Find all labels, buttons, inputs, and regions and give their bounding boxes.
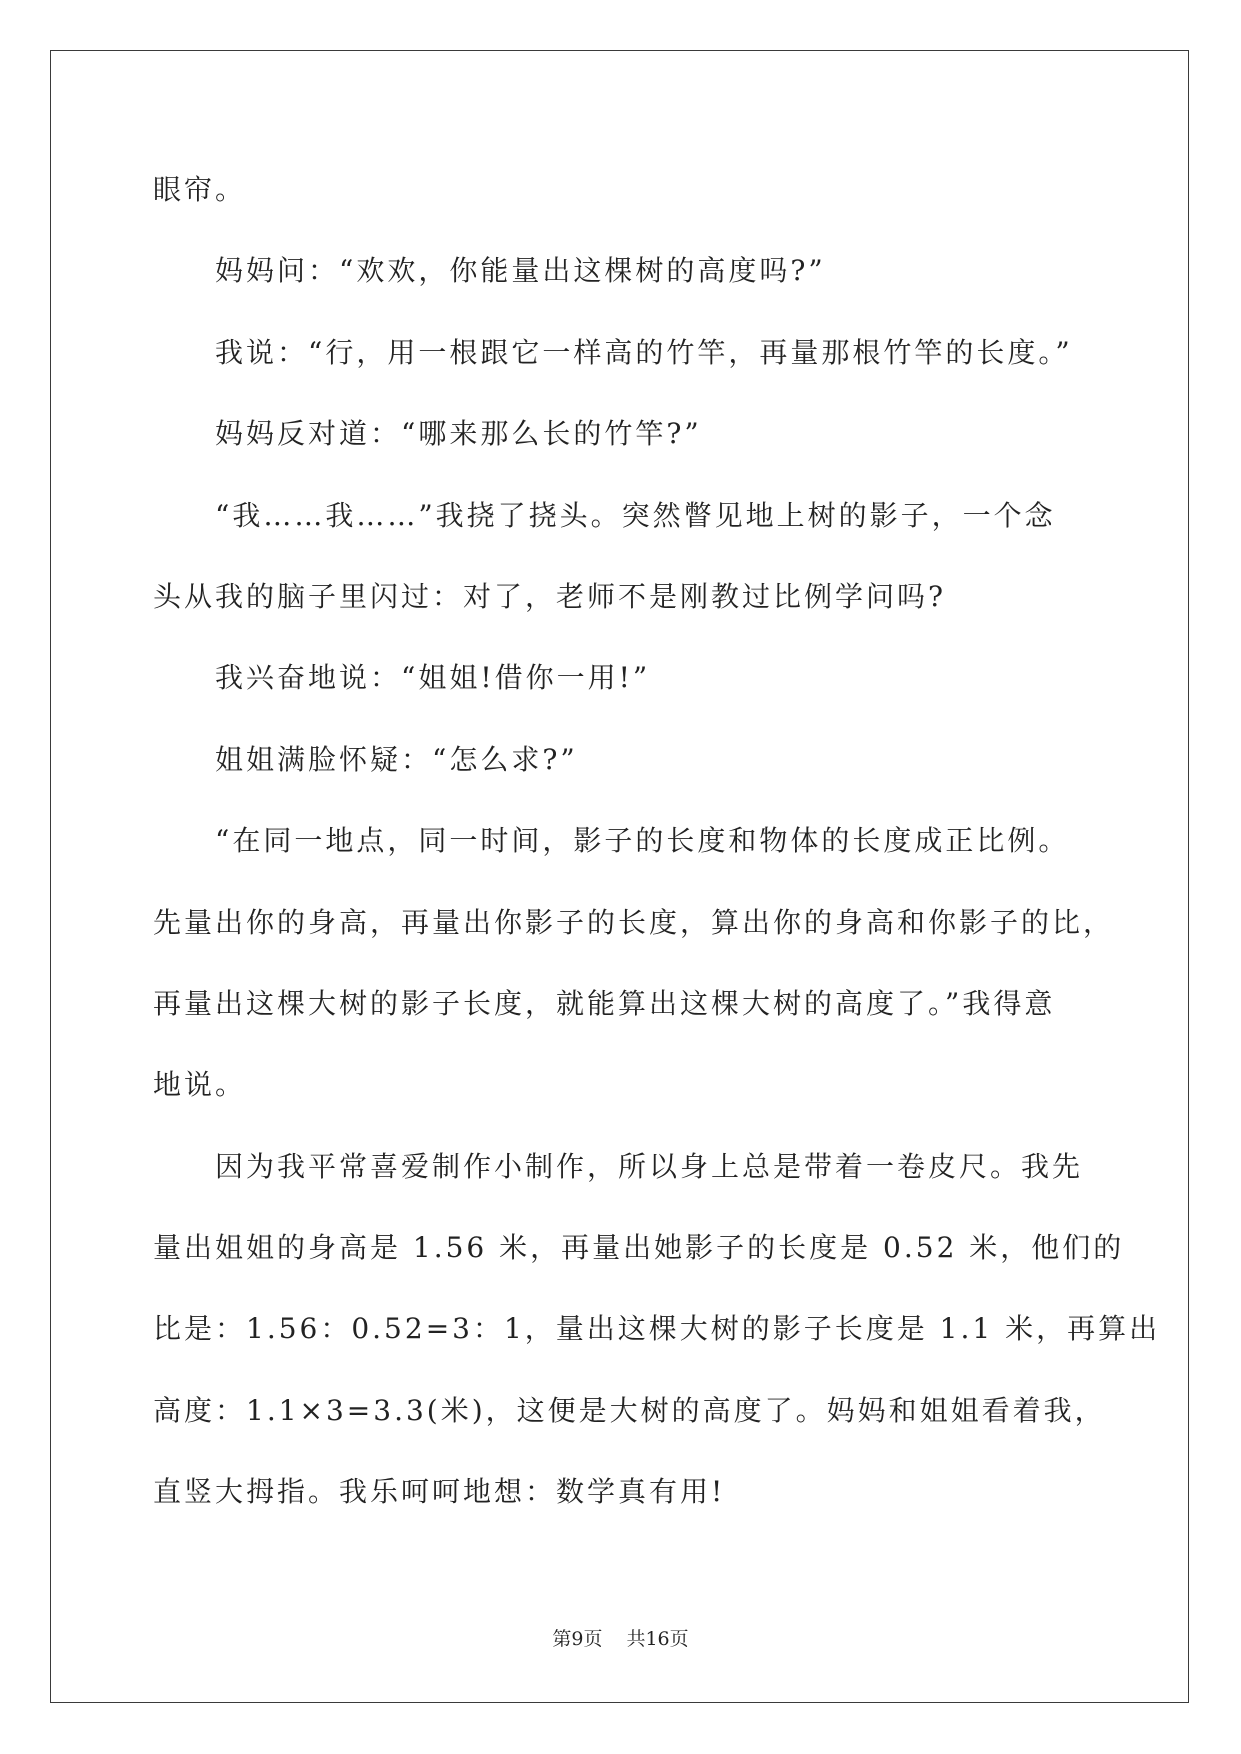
paragraph (153, 637, 1153, 718)
current-page-number: 第9页 (552, 1628, 603, 1650)
paragraph (153, 393, 1153, 474)
text-line: 先量出你的身高，再量出你影子的长度，算出你的身高和你影子的比， (153, 905, 1115, 939)
paragraph (153, 149, 1153, 230)
document-body (153, 149, 1161, 1533)
text-line: 妈妈反对道：“哪来那么长的竹竿?” (215, 417, 702, 451)
paragraph (153, 800, 1153, 1126)
text-line: 再量出这棵大树的影子长度，就能算出这棵大树的高度了。”我得意 (153, 986, 1056, 1020)
paragraph (153, 1126, 1161, 1533)
text-line: 我说：“行，用一根跟它一样高的竹竿，再量那根竹竿的长度。” (215, 335, 1073, 369)
paragraph (153, 312, 1153, 393)
text-line: 姐姐满脸怀疑：“怎么求?” (215, 742, 578, 776)
page-footer (0, 1626, 1241, 1652)
text-line: 地说。 (153, 1068, 247, 1102)
text-line: 量出姐姐的身高是 1.56 米，再量出她影子的长度是 0.52 米，他们的 (153, 1231, 1125, 1265)
total-page-count: 共16页 (626, 1628, 689, 1650)
text-line: 比是：1.56：0.52=3：1，量出这棵大树的影子长度是 1.1 米，再算出 (153, 1312, 1161, 1346)
text-line: 高度：1.1×3=3.3(米)，这便是大树的高度了。妈妈和姐姐看着我， (153, 1393, 1106, 1427)
text-line: 头从我的脑子里闪过：对了，老师不是刚教过比例学问吗? (153, 579, 947, 613)
text-line: “在同一地点，同一时间，影子的长度和物体的长度成正比例。 (215, 824, 1070, 858)
paragraph (153, 475, 1153, 638)
paragraph (153, 230, 1153, 311)
text-line: “我……我……”我挠了挠头。突然瞥见地上树的影子，一个念 (215, 498, 1056, 532)
text-line: 我兴奋地说：“姐姐!借你一用!” (215, 661, 651, 695)
text-line: 眼帘。 (153, 173, 247, 206)
text-line: 妈妈问：“欢欢，你能量出这棵树的高度吗?” (215, 254, 826, 288)
text-line: 因为我平常喜爱制作小制作，所以身上总是带着一卷皮尺。我先 (215, 1149, 1084, 1183)
text-line: 直竖大拇指。我乐呵呵地想：数学真有用! (153, 1475, 726, 1509)
paragraph (153, 719, 1153, 800)
